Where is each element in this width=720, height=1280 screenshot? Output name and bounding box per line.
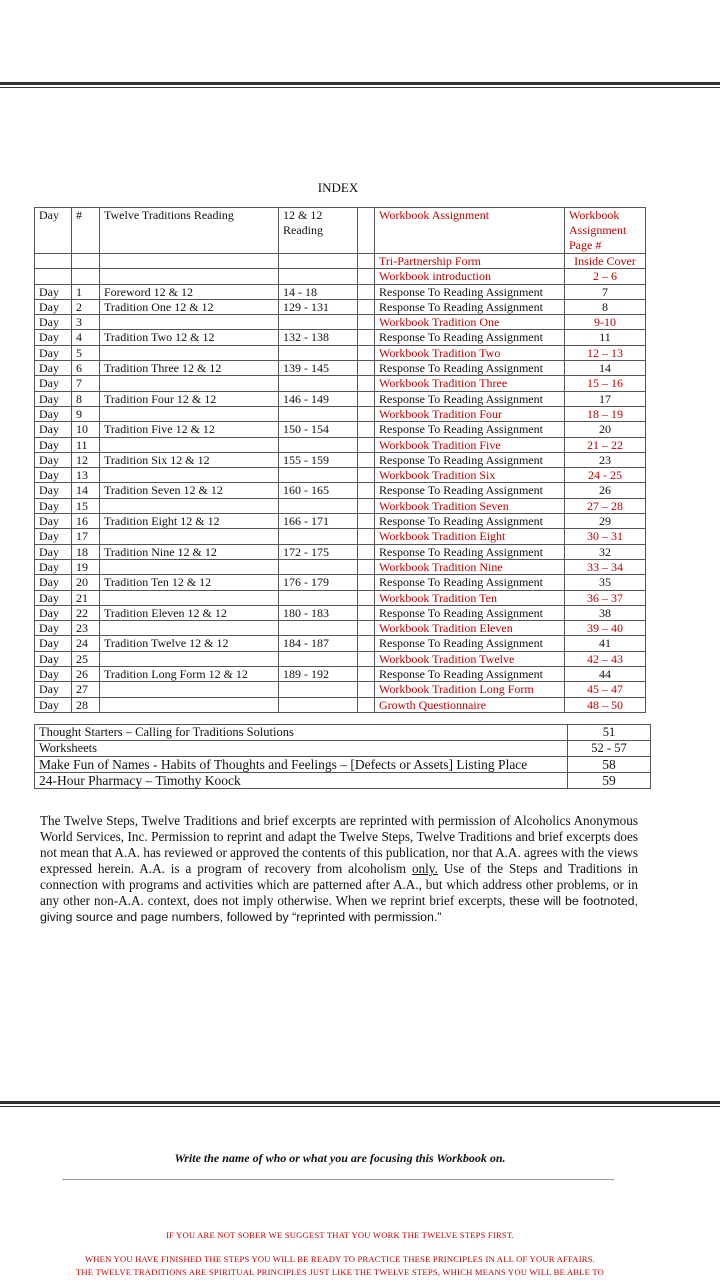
row-12-12-reading [279, 468, 358, 483]
row-12-12-reading: 180 - 183 [279, 605, 358, 620]
row-spacer [358, 299, 375, 314]
row-day: Day [35, 590, 72, 605]
row-number: 19 [72, 559, 100, 574]
row-spacer [358, 452, 375, 467]
row-traditions-reading: Tradition Long Form 12 & 12 [100, 667, 279, 682]
row-spacer [358, 498, 375, 513]
row-day: Day [35, 498, 72, 513]
row-traditions-reading [100, 621, 279, 636]
header-workbook-assignment: Workbook Assignment [375, 208, 565, 254]
row-workbook-page: 30 – 31 [565, 529, 646, 544]
index-row [35, 376, 646, 391]
row-workbook-assignment: Response To Reading Assignment [375, 605, 565, 620]
index-row [35, 284, 646, 299]
header-number: # [72, 208, 100, 254]
row-traditions-reading: Tradition Six 12 & 12 [100, 452, 279, 467]
middle-double-rule [0, 1101, 720, 1107]
row-day: Day [35, 651, 72, 666]
row-day: Day [35, 605, 72, 620]
row-12-12-reading [279, 498, 358, 513]
row-workbook-assignment: Response To Reading Assignment [375, 636, 565, 651]
row-workbook-page: 24 - 25 [565, 468, 646, 483]
row-traditions-reading: Tradition Two 12 & 12 [100, 330, 279, 345]
row-spacer [358, 330, 375, 345]
extras-title: Worksheets [35, 741, 568, 757]
row-12-12-reading [279, 315, 358, 330]
row-day: Day [35, 697, 72, 712]
row-spacer [358, 406, 375, 421]
row-spacer [358, 636, 375, 651]
row-workbook-page: 42 – 43 [565, 651, 646, 666]
index-row [35, 437, 646, 452]
row-number: 10 [72, 422, 100, 437]
row-traditions-reading [100, 651, 279, 666]
index-row [35, 406, 646, 421]
row-12-12-reading: 160 - 165 [279, 483, 358, 498]
row-number: 9 [72, 406, 100, 421]
index-row [35, 544, 646, 559]
index-row [35, 559, 646, 574]
row-12-12-reading: 14 - 18 [279, 284, 358, 299]
row-day: Day [35, 575, 72, 590]
row-spacer [358, 376, 375, 391]
row-workbook-page: 9-10 [565, 315, 646, 330]
row-workbook-page: 32 [565, 544, 646, 559]
row-day: Day [35, 361, 72, 376]
focus-prompt: Write the name of who or what you are focusing this Workbook on. [174, 1151, 506, 1165]
row-12-12-reading [279, 621, 358, 636]
row-traditions-reading [100, 468, 279, 483]
extras-page: 58 [568, 757, 651, 773]
index-row [35, 315, 646, 330]
traditions-notice: THE TWELVE TRADITIONS ARE SPIRITUAL PRINCIPLES JUST LIKE THE TWELVE STEPS, WHICH MEANS YOU WILL BE ABLE TO [75, 1267, 605, 1277]
practice-notice: WHEN YOU HAVE FINISHED THE STEPS YOU WILL BE READY TO PRACTICE THESE PRINCIPLES IN ALL OF YOUR AFFAIRS. [84, 1254, 596, 1264]
row-number: 22 [72, 605, 100, 620]
row-number: 2 [72, 299, 100, 314]
row-workbook-assignment: Response To Reading Assignment [375, 483, 565, 498]
row-workbook-assignment: Workbook Tradition Five [375, 437, 565, 452]
index-row [35, 697, 646, 712]
index-row [35, 514, 646, 529]
row-12-12-reading [279, 590, 358, 605]
row-12-12-reading: 139 - 145 [279, 361, 358, 376]
row-12-12-reading: 184 - 187 [279, 636, 358, 651]
row-number: 6 [72, 361, 100, 376]
row-day: Day [35, 315, 72, 330]
row-traditions-reading: Tradition Twelve 12 & 12 [100, 636, 279, 651]
index-table [34, 207, 646, 713]
row-spacer [358, 529, 375, 544]
row-spacer [358, 605, 375, 620]
row-spacer [358, 391, 375, 406]
index-row [35, 651, 646, 666]
index-header-row [35, 208, 646, 254]
row-spacer [358, 361, 375, 376]
extras-title: 24-Hour Pharmacy – Timothy Koock [35, 773, 568, 789]
row-workbook-assignment: Workbook Tradition Eight [375, 529, 565, 544]
row-spacer [358, 345, 375, 360]
row-spacer [358, 269, 375, 284]
row-spacer [358, 315, 375, 330]
row-number: 27 [72, 682, 100, 697]
header-traditions-reading: Twelve Traditions Reading [100, 208, 279, 254]
row-day: Day [35, 468, 72, 483]
index-row [35, 269, 646, 284]
row-day: Day [35, 559, 72, 574]
row-day: Day [35, 544, 72, 559]
row-number: 25 [72, 651, 100, 666]
row-workbook-page: 41 [565, 636, 646, 651]
row-number: 15 [72, 498, 100, 513]
row-day: Day [35, 422, 72, 437]
row-traditions-reading: Tradition Nine 12 & 12 [100, 544, 279, 559]
row-workbook-assignment: Response To Reading Assignment [375, 667, 565, 682]
row-12-12-reading [279, 345, 358, 360]
row-traditions-reading [100, 376, 279, 391]
row-traditions-reading: Tradition Eight 12 & 12 [100, 514, 279, 529]
row-number: 16 [72, 514, 100, 529]
row-day: Day [35, 529, 72, 544]
row-number: 3 [72, 315, 100, 330]
row-day: Day [35, 299, 72, 314]
header-spacer [358, 208, 375, 254]
row-traditions-reading [100, 437, 279, 452]
row-day: Day [35, 391, 72, 406]
permission-text-1: The Twelve Steps, Twelve Traditions and brief excerpts are reprinted with permission of Alcoholics Anonymous World Services, Inc. Permission to reprint and adapt the Twelve Steps, Twelve Traditions and brief excerpts does not mean that A.A. has reviewed or approved the contents of this publication, nor that A.A. agrees with the views expressed herein. A.A. is a program of recovery from alcoholism [40, 813, 638, 876]
row-workbook-page: 35 [565, 575, 646, 590]
row-workbook-page: 7 [565, 284, 646, 299]
row-number: 20 [72, 575, 100, 590]
row-12-12-reading: 155 - 159 [279, 452, 358, 467]
row-12-12-reading: 172 - 175 [279, 544, 358, 559]
row-day: Day [35, 667, 72, 682]
extras-page: 59 [568, 773, 651, 789]
row-workbook-assignment: Response To Reading Assignment [375, 544, 565, 559]
extras-title: Thought Starters – Calling for Traditions Solutions [35, 725, 568, 741]
permission-text-2: Use of the Steps and Traditions in connection with programs and activities which are patterned after A.A., but which address other problems, or in any other non-A.A. context, does not imply otherwise. When we reprint brief excerpts, [40, 861, 639, 908]
header-workbook-page: Workbook Assignment Page # [565, 208, 646, 254]
row-number: 18 [72, 544, 100, 559]
row-spacer [358, 667, 375, 682]
row-spacer [358, 682, 375, 697]
row-day: Day [35, 621, 72, 636]
row-workbook-page: 18 – 19 [565, 406, 646, 421]
permission-notice [40, 813, 638, 925]
row-workbook-page: 39 – 40 [565, 621, 646, 636]
row-day: Day [35, 682, 72, 697]
row-traditions-reading: Tradition One 12 & 12 [100, 299, 279, 314]
row-12-12-reading [279, 437, 358, 452]
row-12-12-reading: 129 - 131 [279, 299, 358, 314]
row-number: 11 [72, 437, 100, 452]
row-workbook-assignment: Response To Reading Assignment [375, 452, 565, 467]
row-workbook-assignment: Workbook Tradition Four [375, 406, 565, 421]
row-day: Day [35, 406, 72, 421]
row-traditions-reading: Foreword 12 & 12 [100, 284, 279, 299]
row-spacer [358, 651, 375, 666]
index-row [35, 422, 646, 437]
row-traditions-reading: Tradition Three 12 & 12 [100, 361, 279, 376]
header-day: Day [35, 208, 72, 254]
row-workbook-assignment: Response To Reading Assignment [375, 361, 565, 376]
row-traditions-reading [100, 315, 279, 330]
extras-row [35, 741, 651, 757]
sobriety-notice: IF YOU ARE NOT SOBER WE SUGGEST THAT YOU WORK THE TWELVE STEPS FIRST. [165, 1230, 515, 1240]
row-day: Day [35, 437, 72, 452]
row-spacer [358, 590, 375, 605]
row-12-12-reading: 132 - 138 [279, 330, 358, 345]
row-spacer [358, 254, 375, 269]
index-title: INDEX [317, 180, 359, 195]
row-spacer [358, 422, 375, 437]
row-workbook-assignment: Response To Reading Assignment [375, 391, 565, 406]
extras-row [35, 773, 651, 789]
row-workbook-page: 44 [565, 667, 646, 682]
row-workbook-page: 36 – 37 [565, 590, 646, 605]
row-workbook-page: 23 [565, 452, 646, 467]
row-day [35, 269, 72, 284]
focus-name-field[interactable] [62, 1179, 614, 1180]
index-row [35, 361, 646, 376]
row-spacer [358, 468, 375, 483]
row-12-12-reading: 146 - 149 [279, 391, 358, 406]
row-workbook-assignment: Response To Reading Assignment [375, 422, 565, 437]
extras-row [35, 725, 651, 741]
extras-table [34, 724, 651, 789]
row-workbook-assignment: Workbook Tradition Ten [375, 590, 565, 605]
row-day: Day [35, 284, 72, 299]
index-row [35, 529, 646, 544]
row-spacer [358, 483, 375, 498]
row-workbook-page: 2 – 6 [565, 269, 646, 284]
row-spacer [358, 514, 375, 529]
index-row [35, 468, 646, 483]
row-traditions-reading: Tradition Seven 12 & 12 [100, 483, 279, 498]
row-spacer [358, 559, 375, 574]
row-workbook-assignment: Response To Reading Assignment [375, 330, 565, 345]
row-number: 24 [72, 636, 100, 651]
row-workbook-assignment: Workbook Tradition Eleven [375, 621, 565, 636]
row-12-12-reading [279, 406, 358, 421]
row-workbook-assignment: Workbook Tradition Twelve [375, 651, 565, 666]
row-workbook-page: 21 – 22 [565, 437, 646, 452]
row-spacer [358, 575, 375, 590]
row-workbook-page: 27 – 28 [565, 498, 646, 513]
row-workbook-assignment: Response To Reading Assignment [375, 575, 565, 590]
row-day [35, 254, 72, 269]
row-12-12-reading: 189 - 192 [279, 667, 358, 682]
index-row [35, 605, 646, 620]
index-row [35, 575, 646, 590]
row-12-12-reading [279, 697, 358, 712]
row-12-12-reading [279, 269, 358, 284]
row-12-12-reading: 166 - 171 [279, 514, 358, 529]
row-workbook-assignment: Workbook Tradition Two [375, 345, 565, 360]
row-number: 1 [72, 284, 100, 299]
row-workbook-page: 29 [565, 514, 646, 529]
row-workbook-page: 11 [565, 330, 646, 345]
row-traditions-reading [100, 254, 279, 269]
extras-page: 51 [568, 725, 651, 741]
row-number: 21 [72, 590, 100, 605]
index-row [35, 330, 646, 345]
row-day: Day [35, 514, 72, 529]
row-number: 26 [72, 667, 100, 682]
row-workbook-page: 26 [565, 483, 646, 498]
extras-title: Make Fun of Names - Habits of Thoughts and Feelings – [Defects or Assets] Listing Place [35, 757, 568, 773]
row-number: 4 [72, 330, 100, 345]
row-workbook-assignment: Workbook introduction [375, 269, 565, 284]
top-double-rule [0, 82, 720, 88]
row-traditions-reading [100, 529, 279, 544]
row-day: Day [35, 330, 72, 345]
row-traditions-reading: Tradition Four 12 & 12 [100, 391, 279, 406]
index-row [35, 498, 646, 513]
row-traditions-reading: Tradition Five 12 & 12 [100, 422, 279, 437]
row-traditions-reading [100, 590, 279, 605]
extras-row [35, 757, 651, 773]
row-workbook-page: 14 [565, 361, 646, 376]
row-12-12-reading [279, 559, 358, 574]
row-12-12-reading: 150 - 154 [279, 422, 358, 437]
row-12-12-reading [279, 529, 358, 544]
row-day: Day [35, 636, 72, 651]
permission-underlined-word: only. [411, 861, 438, 876]
row-traditions-reading [100, 682, 279, 697]
row-traditions-reading [100, 697, 279, 712]
row-workbook-page: Inside Cover [565, 254, 646, 269]
index-row [35, 254, 646, 269]
index-row [35, 667, 646, 682]
row-12-12-reading [279, 682, 358, 697]
row-workbook-page: 20 [565, 422, 646, 437]
row-number: 8 [72, 391, 100, 406]
row-12-12-reading: 176 - 179 [279, 575, 358, 590]
row-workbook-page: 38 [565, 605, 646, 620]
index-row [35, 682, 646, 697]
row-traditions-reading [100, 498, 279, 513]
row-day: Day [35, 483, 72, 498]
row-12-12-reading [279, 651, 358, 666]
row-workbook-assignment: Workbook Tradition Three [375, 376, 565, 391]
row-spacer [358, 437, 375, 452]
row-workbook-assignment: Response To Reading Assignment [375, 514, 565, 529]
row-workbook-assignment: Workbook Tradition Nine [375, 559, 565, 574]
row-day: Day [35, 452, 72, 467]
permission-text-3: these will be footnoted, giving source and page numbers, followed by “reprinted with permission.” [40, 894, 638, 924]
row-number: 14 [72, 483, 100, 498]
index-row [35, 483, 646, 498]
row-workbook-page: 48 – 50 [565, 697, 646, 712]
row-number: 7 [72, 376, 100, 391]
header-12-12-reading: 12 & 12 Reading [279, 208, 358, 254]
row-traditions-reading: Tradition Eleven 12 & 12 [100, 605, 279, 620]
row-number [72, 269, 100, 284]
row-traditions-reading [100, 345, 279, 360]
row-workbook-assignment: Growth Questionnaire [375, 697, 565, 712]
row-workbook-page: 17 [565, 391, 646, 406]
row-spacer [358, 621, 375, 636]
index-row [35, 621, 646, 636]
row-workbook-page: 15 – 16 [565, 376, 646, 391]
row-workbook-page: 8 [565, 299, 646, 314]
index-row [35, 636, 646, 651]
row-number: 17 [72, 529, 100, 544]
row-workbook-assignment: Workbook Tradition Seven [375, 498, 565, 513]
row-12-12-reading [279, 254, 358, 269]
row-number: 5 [72, 345, 100, 360]
row-workbook-assignment: Workbook Tradition One [375, 315, 565, 330]
row-workbook-page: 33 – 34 [565, 559, 646, 574]
index-row [35, 452, 646, 467]
row-spacer [358, 284, 375, 299]
row-traditions-reading: Tradition Ten 12 & 12 [100, 575, 279, 590]
row-workbook-assignment: Workbook Tradition Six [375, 468, 565, 483]
row-workbook-assignment: Workbook Tradition Long Form [375, 682, 565, 697]
row-number: 23 [72, 621, 100, 636]
row-day: Day [35, 345, 72, 360]
row-traditions-reading [100, 406, 279, 421]
index-row [35, 590, 646, 605]
row-number [72, 254, 100, 269]
row-spacer [358, 697, 375, 712]
row-workbook-assignment: Tri-Partnership Form [375, 254, 565, 269]
row-traditions-reading [100, 269, 279, 284]
extras-page: 52 - 57 [568, 741, 651, 757]
index-row [35, 391, 646, 406]
index-row [35, 345, 646, 360]
row-number: 13 [72, 468, 100, 483]
row-workbook-assignment: Response To Reading Assignment [375, 284, 565, 299]
row-workbook-page: 12 – 13 [565, 345, 646, 360]
row-number: 28 [72, 697, 100, 712]
row-day: Day [35, 376, 72, 391]
row-workbook-assignment: Response To Reading Assignment [375, 299, 565, 314]
row-spacer [358, 544, 375, 559]
row-12-12-reading [279, 376, 358, 391]
row-workbook-page: 45 – 47 [565, 682, 646, 697]
row-number: 12 [72, 452, 100, 467]
row-traditions-reading [100, 559, 279, 574]
index-row [35, 299, 646, 314]
